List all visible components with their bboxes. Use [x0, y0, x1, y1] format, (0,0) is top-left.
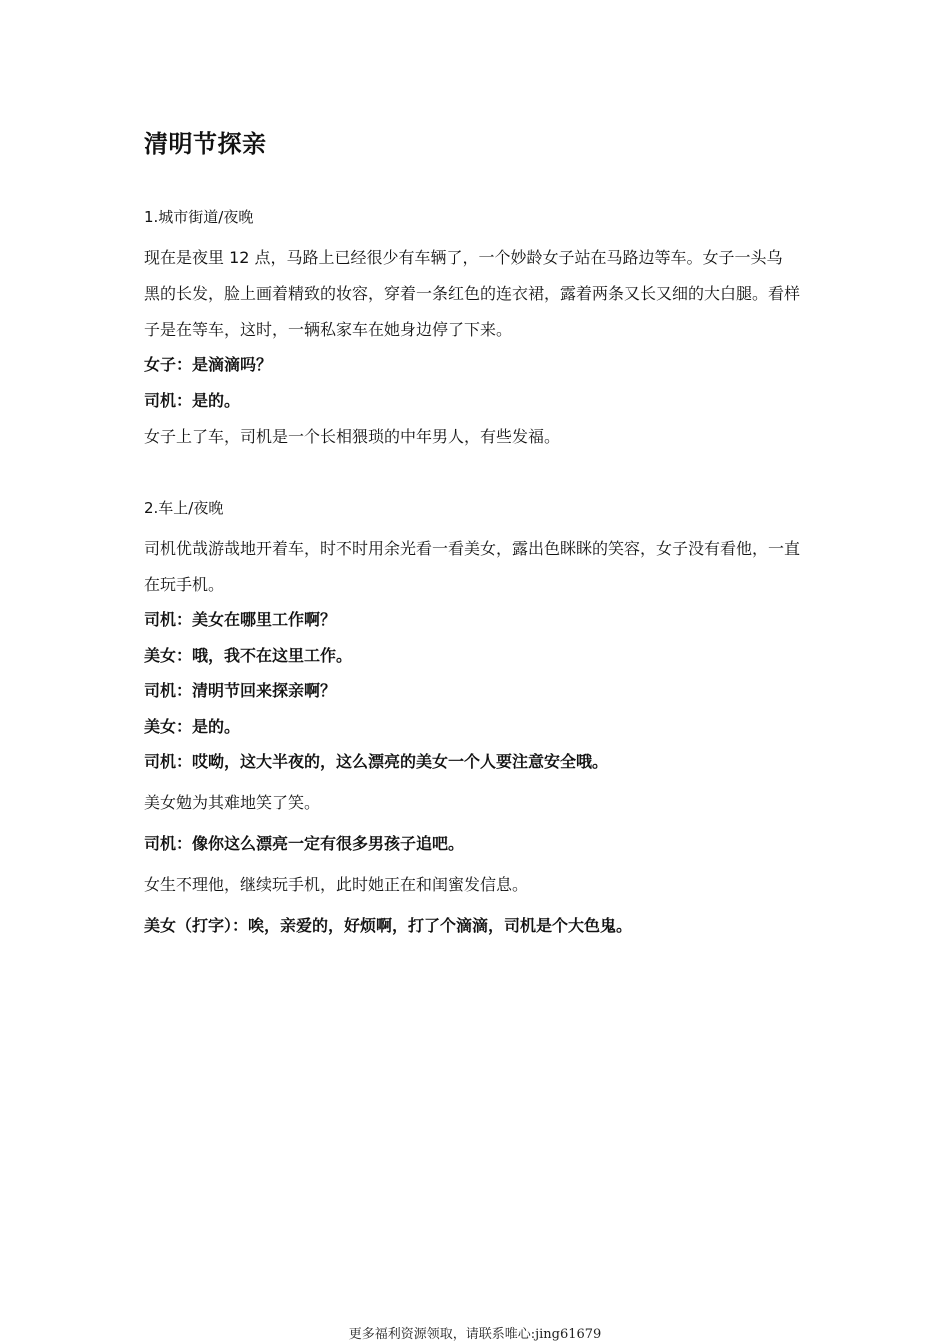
paragraph-line: 子是在等车，这时，一辆私家车在她身边停了下来。 [144, 320, 513, 339]
paragraph-line: 美女勉为其难地笑了笑。 [144, 793, 321, 812]
dialogue-line: 美女：是的。 [144, 717, 241, 736]
paragraph-line: 女子上了车，司机是一个长相猥琐的中年男人，有些发福。 [144, 427, 561, 446]
footer-note: 更多福利资源领取，请联系唯心:jing61679 [348, 1327, 602, 1342]
scene-heading: 1.城市街道/夜晚 [144, 208, 254, 226]
dialogue-line: 女子：是滴滴吗？ [144, 355, 273, 374]
paragraph-line: 在玩手机。 [144, 575, 225, 594]
dialogue-line: 司机：像你这么漂亮一定有很多男孩子追吧。 [144, 834, 465, 853]
dialogue-line: 司机：是的。 [144, 391, 241, 410]
dialogue-line: 司机：哎呦，这大半夜的，这么漂亮的美女一个人要注意安全哦。 [144, 752, 609, 771]
scene-heading: 2.车上/夜晚 [144, 499, 224, 517]
dialogue-line: 司机：清明节回来探亲啊？ [144, 681, 337, 700]
paragraph-line: 女生不理他，继续玩手机，此时她正在和闺蜜发信息。 [144, 875, 529, 894]
paragraph-line: 黑的长发，脸上画着精致的妆容，穿着一条红色的连衣裙，露着两条又长又细的大白腿。看样 [144, 284, 801, 303]
dialogue-line: 美女（打字）：唉，亲爱的，好烦啊，打了个滴滴，司机是个大色鬼。 [144, 916, 633, 935]
paragraph-line: 现在是夜里 12 点，马路上已经很少有车辆了，一个妙龄女子站在马路边等车。女子一头乌 [144, 248, 783, 267]
dialogue-line: 美女：哦，我不在这里工作。 [144, 646, 353, 665]
document-title: 清明节探亲 [144, 130, 267, 158]
paragraph-line: 司机优哉游哉地开着车，时不时用余光看一看美女，露出色眯眯的笑容，女子没有看他，一直 [144, 539, 801, 558]
dialogue-line: 司机：美女在哪里工作啊？ [144, 610, 337, 629]
